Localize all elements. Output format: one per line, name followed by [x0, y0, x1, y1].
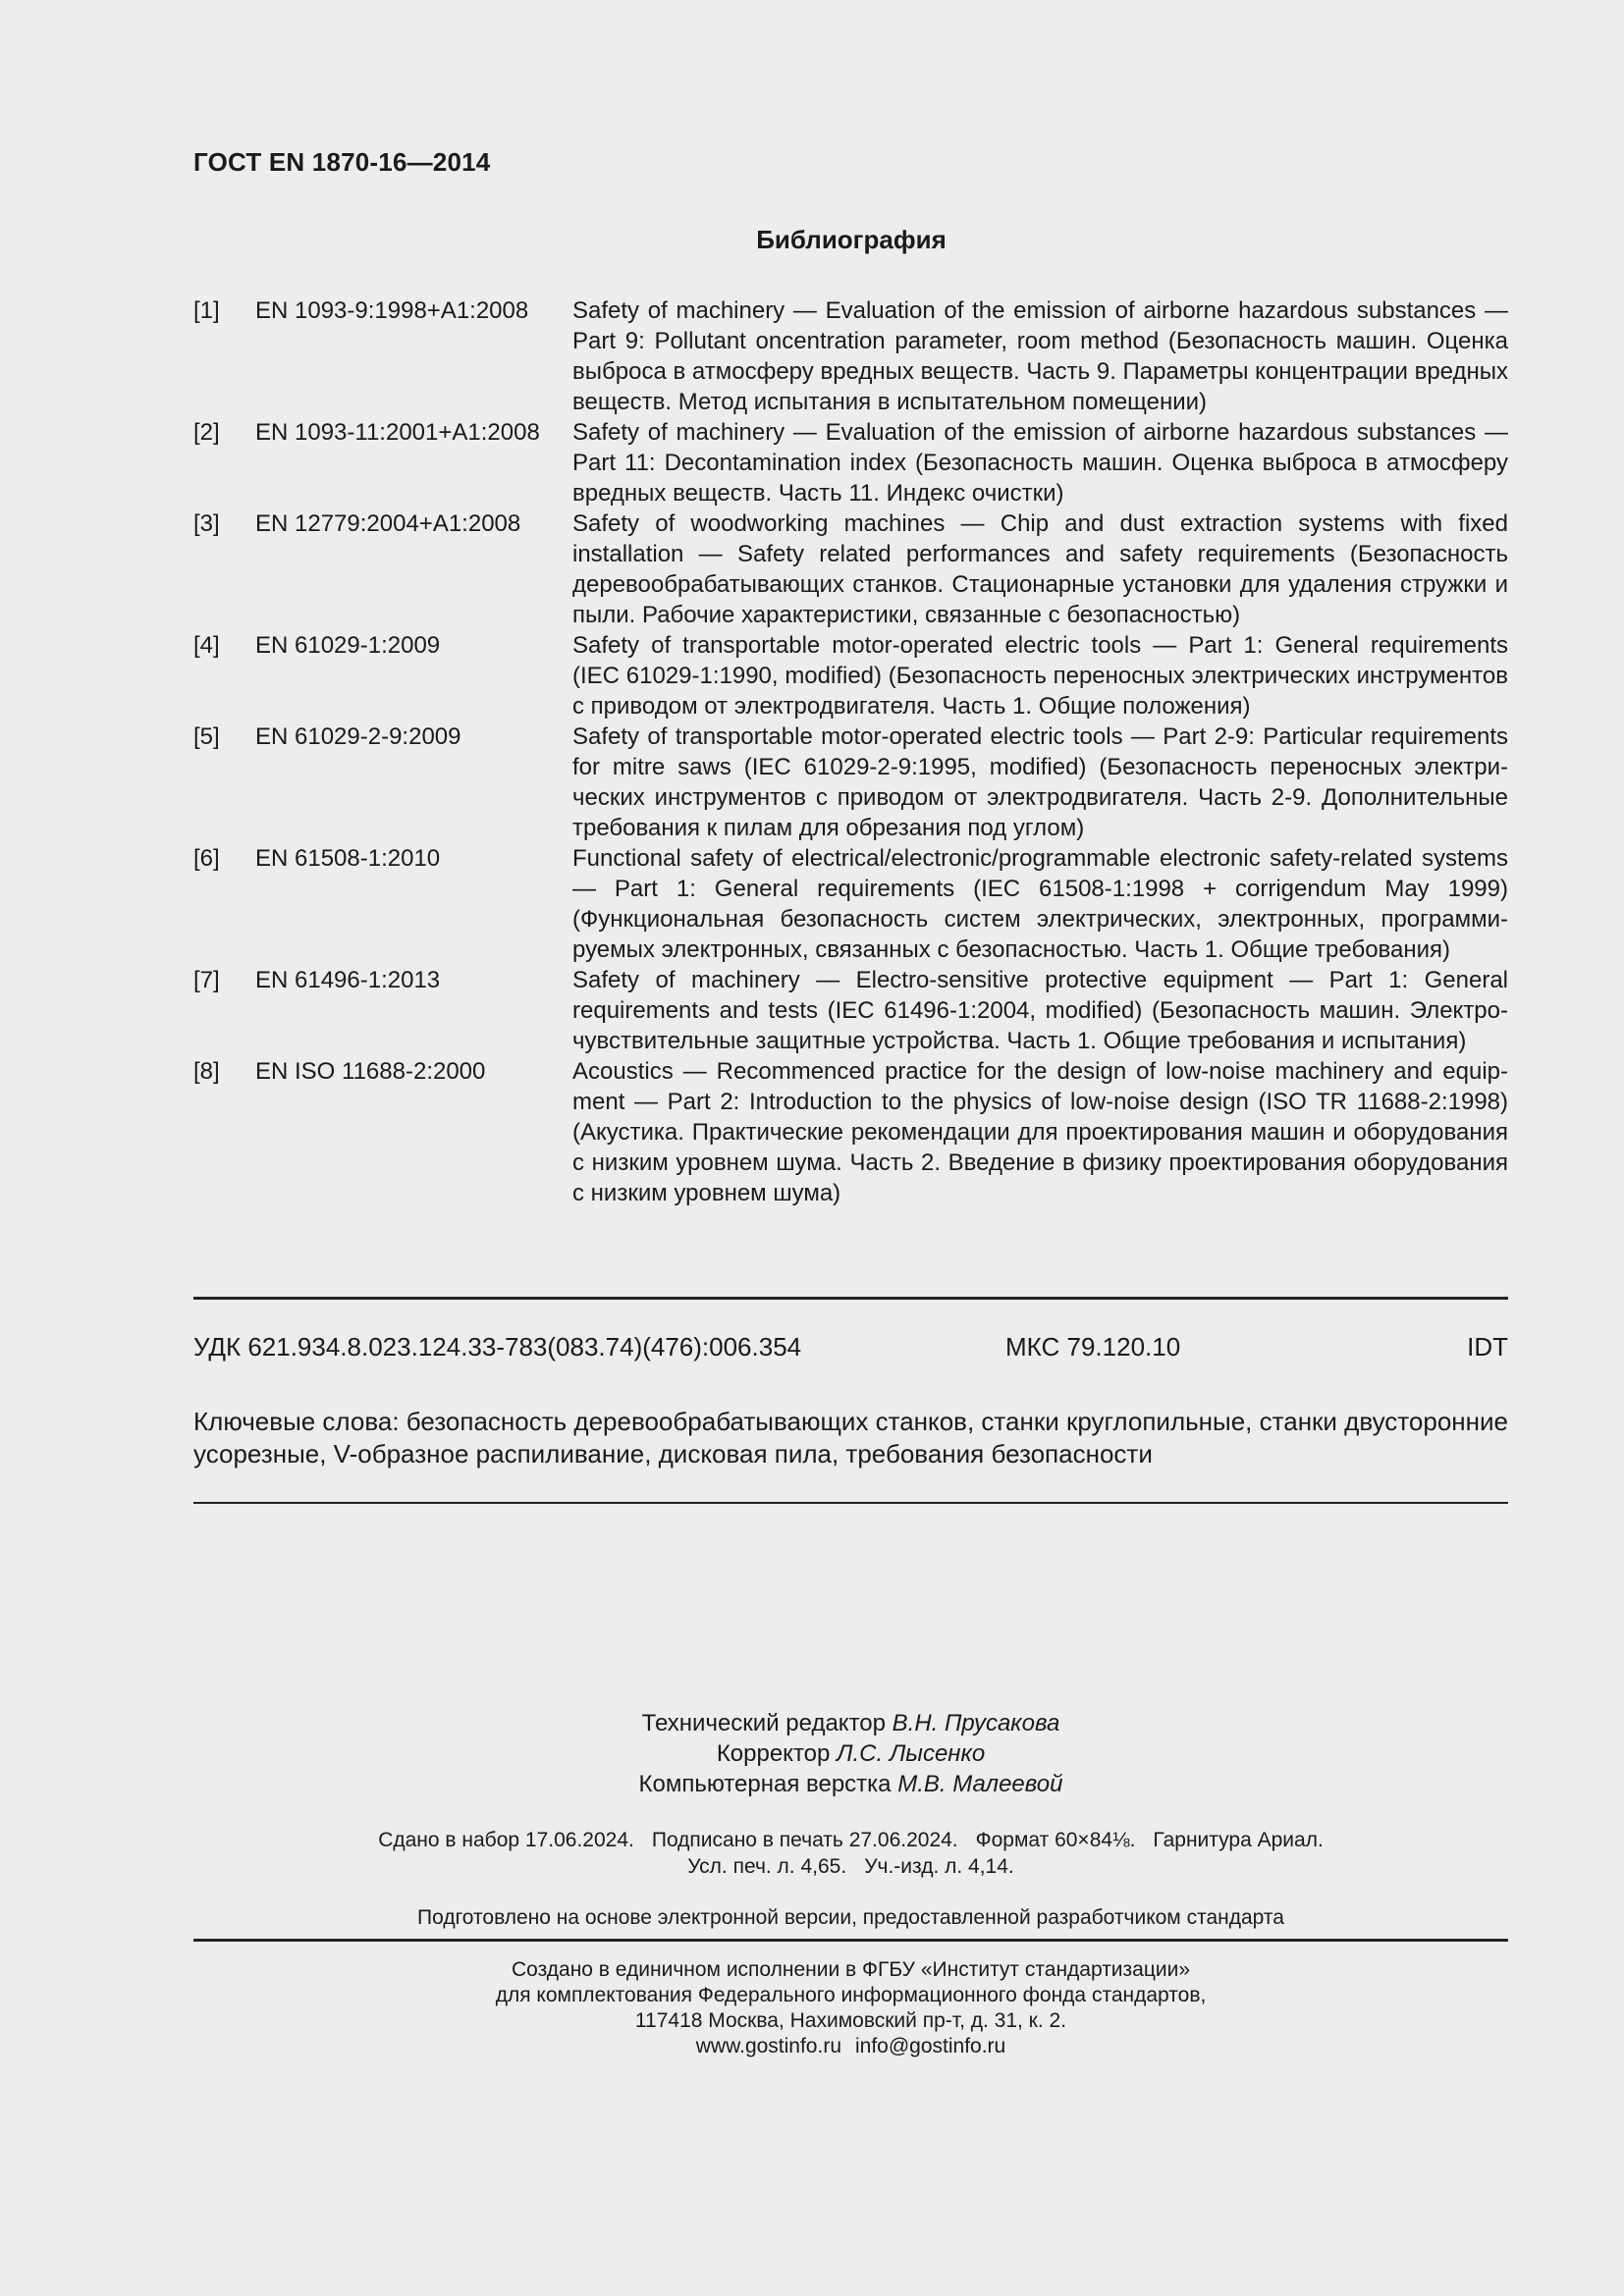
bibliography-entry [193, 965, 1508, 1056]
credit-role: Компьютерная верстка [638, 1771, 892, 1797]
print-info-line [193, 1827, 1508, 1853]
credit-line [193, 1708, 1508, 1738]
imprint-block [193, 1957, 1508, 2059]
entry-standard-code: EN 61508-1:2010 [255, 845, 441, 872]
divider-top [193, 1297, 1508, 1300]
submitted-date: Сдано в набор 17.06.2024. [378, 1829, 634, 1851]
divider-keywords [193, 1502, 1508, 1504]
bibliography-entry [193, 630, 1508, 721]
website-link[interactable]: www.gostinfo.ru [695, 2035, 841, 2057]
paper-format: Формат 60×84⅛. [975, 1829, 1136, 1851]
prepared-note: Подготовлено на основе электронной версии, предоставленной разработчиком стандарта [417, 1906, 1284, 1929]
entry-number: [7] [193, 967, 220, 993]
entry-description: Safety of transportable motor-operated electric tools — Part 1: General requirements (IEC 61029-1:1990, modified) (Безопасность переносных электрических инструментов с приводом от электродвигателя. Часть 1. Общие положения) [572, 632, 1508, 720]
entry-number: [4] [193, 632, 220, 659]
entry-number: [1] [193, 297, 220, 324]
credit-role: Технический редактор [641, 1710, 886, 1736]
entry-number: [6] [193, 845, 220, 872]
entry-description: Functional safety of electrical/electronic/programmable electronic safety-related systems — Part 1: General requirements (IEC 61508-1:1998 + corrigendum May 1999) (Функциональная безопасность систем электрических, электронных, программируемых электронных, связанных с безопасностью. Часть 1. Общие требования) [572, 845, 1508, 963]
entry-standard-code: EN 61029-1:2009 [255, 632, 441, 659]
bibliography-entry [193, 843, 1508, 965]
typeface: Гарнитура Ариал. [1153, 1829, 1324, 1851]
credits-block [193, 1708, 1508, 1799]
imprint-line: 117418 Москва, Нахимовский пр-т, д. 31, к. 2. [634, 2009, 1067, 2032]
bibliography-entry [193, 1056, 1508, 1208]
entry-standard-code: EN 1093-11:2001+A1:2008 [255, 419, 540, 446]
print-info [193, 1827, 1508, 1880]
credit-name: М.В. Малеевой [897, 1771, 1063, 1797]
credit-name: Л.С. Лысенко [837, 1740, 986, 1767]
bibliography-entry [193, 295, 1508, 417]
entry-description: Safety of transportable motor-operated electric tools — Part 2-9: Particular requirements for mitre saws (IEC 61029-2-9:1995, modified) (Безопасность переносных электрических инструментов с приводом от электродвигателя. Часть 2-9. Дополнительные требования к пилам для обрезания под углом) [572, 723, 1508, 841]
bibliography-list [193, 295, 1508, 1208]
entry-number: [8] [193, 1058, 220, 1085]
print-info-line [193, 1853, 1508, 1880]
entry-number: [3] [193, 510, 220, 537]
entry-standard-code: EN 12779:2004+A1:2008 [255, 510, 521, 537]
entry-standard-code: EN 61496-1:2013 [255, 967, 441, 993]
imprint-contacts [193, 2034, 1508, 2059]
gost-code-header: ГОСТ EN 1870-16—2014 [193, 147, 491, 177]
entry-description: Safety of machinery — Electro-sensitive protective equipment — Part 1: General requirements and tests (IEC 61496-1:2004, modified) (Безопасность машин. Электрочувствительные защитные устройства. Часть 1. Общие требования и испытания) [572, 967, 1508, 1054]
entry-standard-code: EN 61029-2-9:2009 [255, 723, 461, 750]
entry-description: Acoustics — Recommenced practice for the design of low-noise machinery and equipment — Part 2: Introduction to the physics of low-noise design (ISO TR 11688-2:1998) (Акустика. Практические рекомендации для проектирования машин и оборудования с низким уровнем шума. Часть 2. Введение в физику проектирования оборудования с низким уровнем шума) [572, 1058, 1508, 1206]
bibliography-title: Библиография [756, 225, 947, 254]
entry-standard-code: EN 1093-9:1998+A1:2008 [255, 297, 529, 324]
credit-line [193, 1738, 1508, 1769]
entry-number: [2] [193, 419, 220, 446]
mks-code: МКС 79.120.10 [1005, 1332, 1181, 1362]
credit-name: В.Н. Прусакова [892, 1710, 1060, 1736]
imprint-line: для комплектования Федерального информационного фонда стандартов, [495, 1984, 1207, 2006]
entry-description: Safety of machinery — Evaluation of the emission of airborne hazardous substances — Part 11: Decontamination index (Безопасность машин. Оценка выброса в атмосферу вредных веществ. Часть 11. Индекс очистки) [572, 419, 1508, 507]
imprint-line: Создано в единичном исполнении в ФГБУ «Институт стандартизации» [511, 1958, 1191, 1981]
divider-imprint [193, 1939, 1508, 1942]
entry-standard-code: EN ISO 11688-2:2000 [255, 1058, 486, 1085]
udk-code: УДК 621.934.8.023.124.33-783(083.74)(476):006.354 [193, 1332, 802, 1362]
bibliography-entry [193, 417, 1508, 508]
email-link[interactable]: info@gostinfo.ru [855, 2035, 1006, 2057]
edition-sheets: Уч.-изд. л. 4,14. [864, 1855, 1014, 1878]
idt-label: IDT [1467, 1332, 1508, 1362]
bibliography-entry [193, 508, 1508, 630]
credit-role: Корректор [716, 1740, 831, 1767]
classification-row [193, 1332, 1508, 1365]
signed-date: Подписано в печать 27.06.2024. [651, 1829, 958, 1851]
print-sheets: Усл. печ. л. 4,65. [687, 1855, 847, 1878]
credit-line [193, 1769, 1508, 1799]
entry-description: Safety of woodworking machines — Chip and dust extraction systems with fixed installation — Safety related performances and safety requirements (Безопасность деревообрабатывающих станков. Стационарные установки для удаления стружки и пыли. Рабочие характеристики, связанные с безопасностью) [572, 510, 1508, 628]
bibliography-entry [193, 721, 1508, 843]
keywords-text: Ключевые слова: безопасность деревообрабатывающих станков, станки круглопильные, станки двусторонние усорезные, V-образное распиливание, дисковая пила, требования безопасности [193, 1407, 1508, 1468]
entry-description: Safety of machinery — Evaluation of the emission of airborne hazardous substances — Part 9: Pollutant oncentration parameter, room method (Безопасность машин. Оценка выброса в атмосферу вредных веществ. Часть 9. Параметры концентрации вредных веществ. Метод испытания в испытательном помещении) [572, 297, 1508, 415]
entry-number: [5] [193, 723, 220, 750]
